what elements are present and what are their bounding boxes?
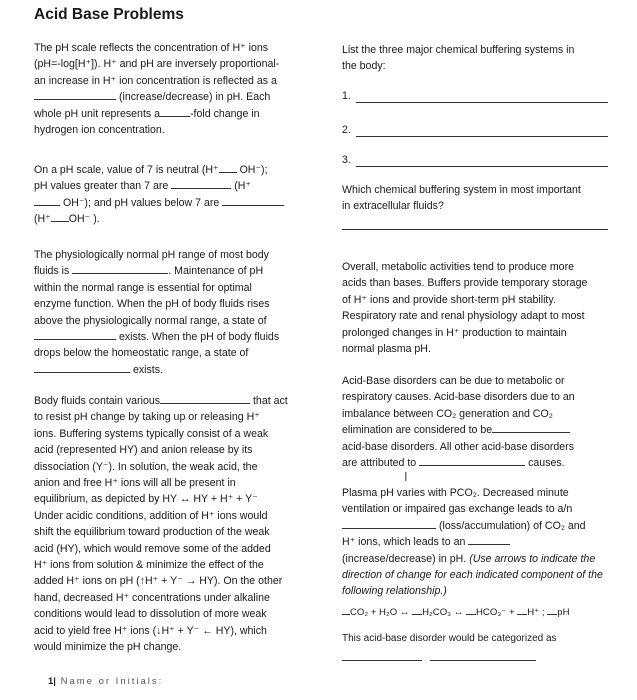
co2-equation: CO₂ + H₂O ↔ H₂CO₃ ↔ HCO₃⁻ + H⁺ ; pH <box>342 604 614 621</box>
basic-relation-blank[interactable] <box>34 195 60 206</box>
buffer-systems-question: List the three major chemical buffering systems in the body: <box>342 44 575 73</box>
extracellular-answer-line[interactable] <box>342 228 608 230</box>
normal-range-blank[interactable] <box>72 263 168 274</box>
category-question: This acid-base disorder would be categorized as <box>342 633 557 644</box>
normal-range-paragraph: The physiologically normal pH range of most body fluids is . Maintenance of pH within the normal range is essential for optimal enzyme function. When the pH of body fluids rises above the physiologically normal range, a state of exists. When the pH of body fluids drops below the homeostatic range, a state of exists. <box>34 249 280 376</box>
acidosis-blank[interactable] <box>34 362 130 373</box>
co2-arrow-blank[interactable] <box>342 604 350 615</box>
list-item[interactable]: 1. <box>342 88 608 104</box>
neutral-relation-blank[interactable] <box>219 162 237 173</box>
name-initials-label: Name or Initials: <box>60 676 164 687</box>
metabolic-paragraph: Overall, metabolic activities tend to produce more acids than bases. Buffers provide temporary storage of H⁺ ions and provide short-term pH stability. Respiratory rate and renal physiology adapt to most prolonged changes in H⁺ production to maintain normal plasma pH. <box>342 261 588 356</box>
fold-change-blank[interactable] <box>160 106 190 117</box>
ph-direction-blank[interactable] <box>468 534 510 545</box>
category-answer-line-2[interactable] <box>430 659 536 661</box>
ph-arrow-blank[interactable] <box>547 604 557 615</box>
buffers-blank[interactable] <box>160 393 250 404</box>
acidic-relation-blank[interactable] <box>51 211 69 222</box>
hco3-arrow-blank[interactable] <box>466 604 476 615</box>
page-title: Acid Base Problems <box>34 6 184 23</box>
buffer-paragraph: Body fluids contain various that act to resist pH change by taking up or releasing H⁺ ions. Buffering systems typically consist of a weak acid (represented HY) and anion release by its dissociation (Y⁻). In solution, the weak acid, the anion and free H⁺ ions will all be present in equilibrium, as depicted by HY ↔ HY + H⁺ + Y⁻ Under acidic conditions, addition of H⁺ ions would shift the equilibrium toward production of the weak acid (HY), which would remove some of the added H⁺ ions from solution & minimize the effect of the added H⁺ ions on pH (↑H⁺ + Y⁻ → HY). On the other hand, decreased H⁺ concentrations under alkaline conditions would lead to dissolution of more weak acid to yield free H⁺ ions (↓H⁺ + Y⁻ ← HY), which would minimize the pH change. <box>34 395 288 654</box>
text-cursor-icon: I <box>404 469 408 484</box>
category-answer-line-1[interactable] <box>342 659 422 661</box>
respiratory-blank[interactable] <box>492 422 570 433</box>
disorder-cause-paragraph: Acid-Base disorders can be due to metabolic or respiratory causes. Acid-base disorders due to an imbalance between CO₂ generation and CO₂ elimination are considered to be acid-base disorders. All other acid-base disorders are attributed to causes. <box>342 375 575 470</box>
alkalosis-blank[interactable] <box>34 329 116 340</box>
list-item[interactable]: 2. <box>342 122 608 138</box>
ph-scale-paragraph: The pH scale reflects the concentration of H⁺ ions (pH=-log[H⁺]). H⁺ and pH are inversely proportional- an increase in H⁺ ion concentration is reflected as a (increase/decrease) in pH. Each whole pH unit represents a -fold change in hydrogen ion concentration. <box>34 42 280 137</box>
footer: 1| Name or Initials: <box>48 676 164 687</box>
pco2-paragraph: Plasma pH varies with PCO₂. Decreased minute ventilation or impaired gas exchange leads to a/n (loss/accumulation) of CO₂ and H⁺ ions, which leads to an (increase/decrease) in pH. (Use arrows to indicate the direction of change for each indicated component of the following relationship.) <box>342 487 603 598</box>
list-item[interactable]: 3. <box>342 152 608 168</box>
page-number: 1 <box>48 676 54 687</box>
neutral-ph-paragraph: On a pH scale, value of 7 is neutral (H⁺ OH⁻); pH values greater than 7 are (H⁺ OH⁻); and pH values below 7 are (H⁺ OH⁻ ). <box>34 162 310 228</box>
h2co3-arrow-blank[interactable] <box>412 604 422 615</box>
basic-term-blank[interactable] <box>171 178 231 189</box>
extracellular-question: Which chemical buffering system in most important in extracellular fluids? <box>342 184 581 213</box>
h-arrow-blank[interactable] <box>517 604 527 615</box>
metabolic-blank[interactable] <box>419 455 525 466</box>
buffer-systems-list <box>342 88 614 178</box>
ph-change-blank[interactable] <box>34 89 116 100</box>
co2-change-blank[interactable] <box>342 518 436 529</box>
acidic-term-blank[interactable] <box>222 195 284 206</box>
